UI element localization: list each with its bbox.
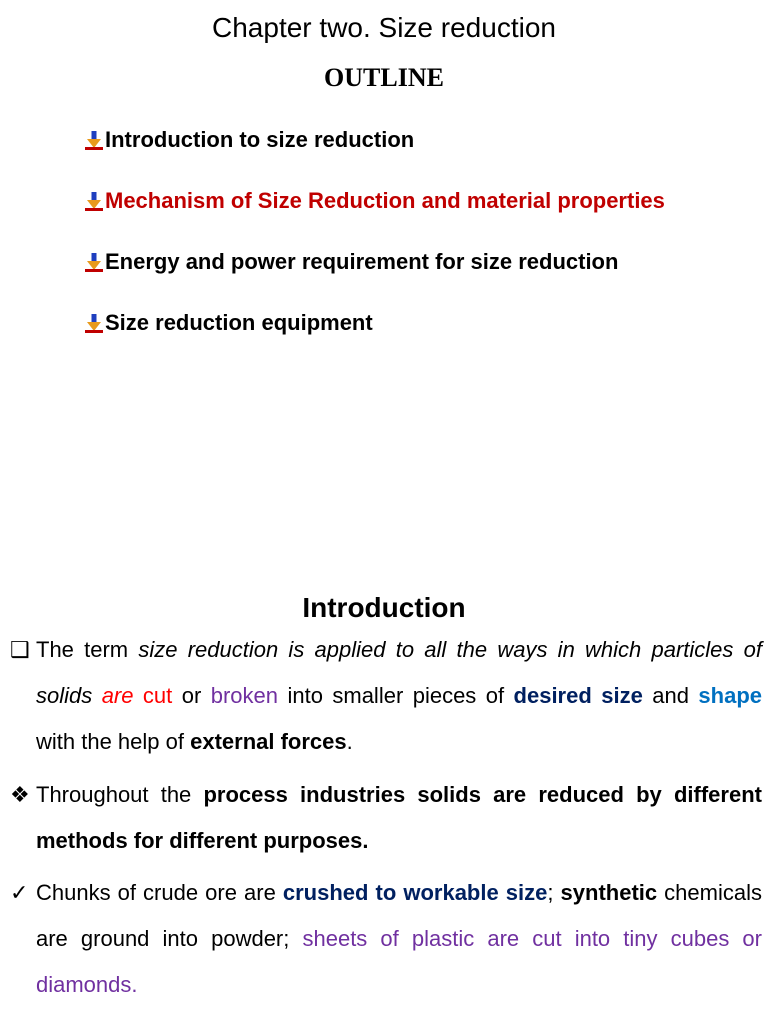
- paragraph-examples: ✓ Chunks of crude ore are crushed to workable size; synthetic chemicals are ground into powder; sheets of plastic are cut into tiny cubes or diamonds.: [10, 870, 762, 1008]
- outline-item-label: Introduction to size reduction: [105, 127, 415, 152]
- outline-item: [84, 126, 414, 154]
- arrow-bullet-icon: [84, 130, 104, 150]
- outline-item-label: Energy and power requirement for size reduction: [105, 249, 619, 274]
- outline-item-label: Size reduction equipment: [105, 310, 373, 335]
- paragraph-process-industries: ❖ Throughout the process industries solids are reduced by different methods for different purposes.: [10, 772, 762, 864]
- chapter-title: Chapter two. Size reduction: [212, 12, 556, 43]
- paragraph-definition: ❑ The term size reduction is applied to all the ways in which particles of solids are cut or broken into smaller pieces of desired size and shape with the help of external forces.: [10, 627, 762, 765]
- checkbox-bullet-icon: ❑: [10, 637, 30, 662]
- outline-heading: OUTLINE: [324, 63, 444, 92]
- arrow-bullet-icon: [84, 313, 104, 333]
- diamond-bullet-icon: ❖: [10, 782, 30, 807]
- outline-item: [84, 309, 373, 337]
- outline-item: [84, 248, 618, 276]
- outline-item: [84, 187, 665, 215]
- introduction-heading: Introduction: [302, 592, 466, 623]
- checkmark-bullet-icon: ✓: [10, 880, 29, 905]
- arrow-bullet-icon: [84, 191, 104, 211]
- arrow-bullet-icon: [84, 252, 104, 272]
- outline-item-label: Mechanism of Size Reduction and material properties: [105, 188, 665, 213]
